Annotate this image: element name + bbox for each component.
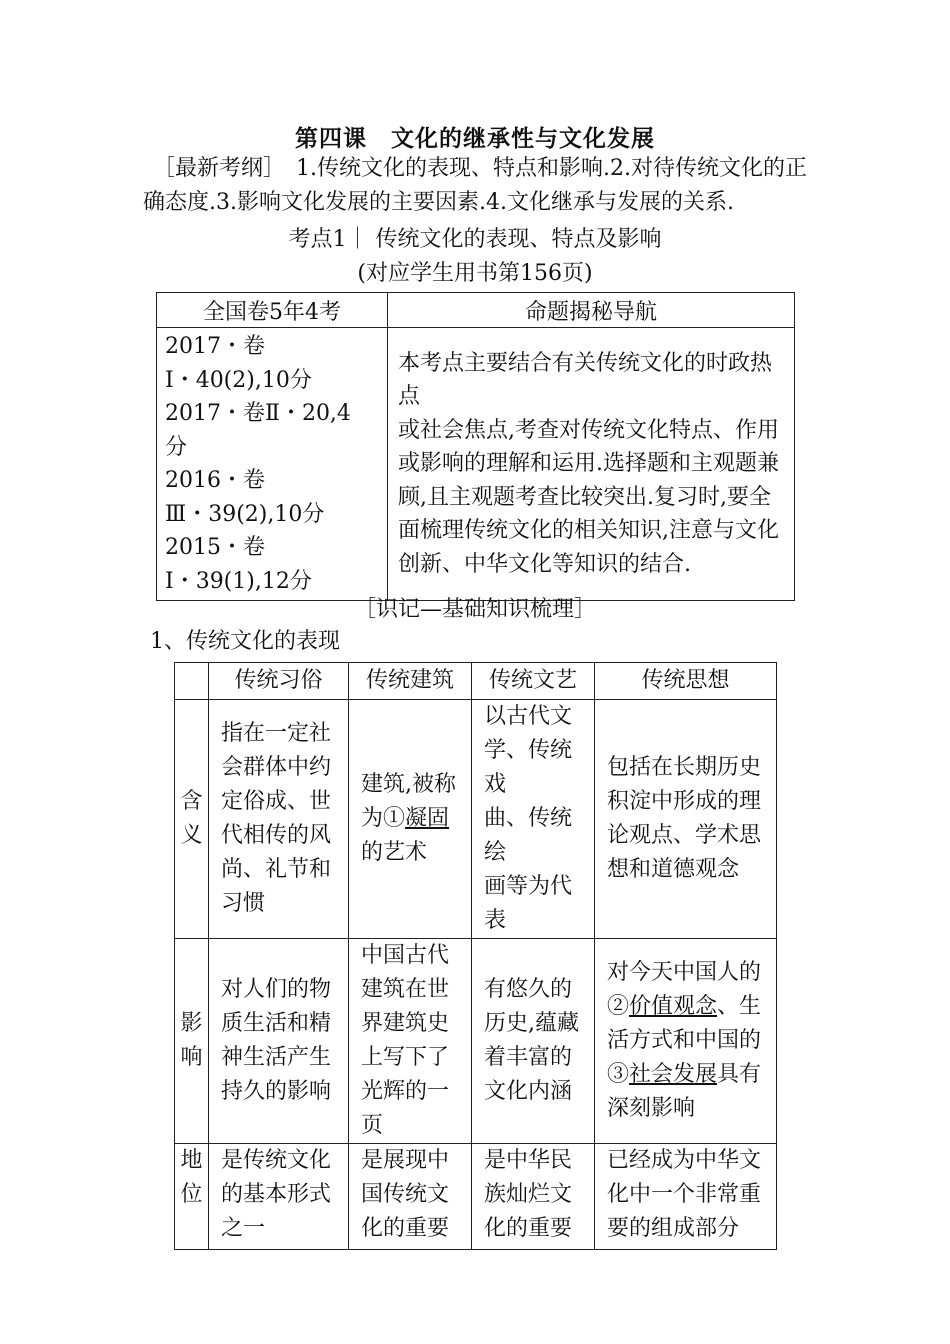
cell-line: 中国古代 xyxy=(361,943,450,968)
cell-line: 习惯 xyxy=(221,891,266,916)
cell-line: 之一 xyxy=(221,1216,266,1241)
cell-line: 建筑,被称 xyxy=(361,772,456,797)
cell-line: 文化内涵 xyxy=(484,1079,573,1104)
exam-guide-cell xyxy=(388,328,795,601)
cell-line: 想和道德观念 xyxy=(607,857,740,882)
cell-thought-influence xyxy=(595,939,777,1144)
cell-line: 代相传的风 xyxy=(221,823,332,848)
cell-line: 着丰富的 xyxy=(484,1045,573,1070)
exam-record-line: 2015・卷 xyxy=(165,535,265,560)
cell-line: 是传统文化 xyxy=(221,1148,332,1173)
cell-line: 论观点、学术思 xyxy=(607,823,762,848)
cell-line: 持久的影响 xyxy=(221,1079,332,1104)
col-header-thought: 传统思想 xyxy=(595,663,777,700)
cell-line: 光辉的一 xyxy=(361,1079,450,1104)
cell-line: 曲、传统绘 xyxy=(484,806,573,865)
cell-line: 族灿烂文 xyxy=(484,1182,573,1207)
cell-custom-meaning xyxy=(209,700,349,939)
exam-outline xyxy=(143,152,818,220)
col-header-art: 传统文艺 xyxy=(472,663,595,700)
cell-line: 指在一定社 xyxy=(221,721,332,746)
cell-line: 对今天中国人的 xyxy=(607,960,762,985)
exam-guide-line: 面梳理传统文化的相关知识,注意与文化 xyxy=(398,518,779,544)
exam-record-line: Ⅲ・39(2),10分 xyxy=(165,501,325,527)
outline-line-1: ［最新考纲］ 1.传统文化的表现、特点和影响.2.对待传统文化的正 xyxy=(153,156,807,181)
cell-line: 历史,蕴藏 xyxy=(484,1011,579,1036)
cell-line: 以古代文 xyxy=(484,704,573,729)
cell-custom-status xyxy=(209,1144,349,1250)
cell-line: 界建筑史 xyxy=(361,1011,450,1036)
row-label-meaning xyxy=(175,700,209,939)
page-reference: (对应学生用书第156页) xyxy=(357,261,593,286)
cell-line: 化的重要 xyxy=(361,1216,450,1241)
cell-art-meaning xyxy=(472,700,595,939)
cell-line: 建筑在世 xyxy=(361,977,450,1002)
exam-header-right: 命题揭秘导航 xyxy=(388,293,795,328)
exam-record-line: Ⅰ・40(2),10分 xyxy=(165,367,312,393)
exam-record-line: 2017・卷 xyxy=(165,334,265,359)
cell-line: 国传统文 xyxy=(361,1182,450,1207)
row-label-char: 地 xyxy=(180,1148,203,1173)
blank-number: ③ xyxy=(607,1062,630,1087)
kaodian-heading: 考点1｜ 传统文化的表现、特点及影响 xyxy=(288,227,662,252)
exam-guide-line: 或影响的理解和运用.选择题和主观题兼 xyxy=(398,451,779,477)
blank-number: 为① xyxy=(361,806,406,831)
outline-line-2: 确态度.3.影响文化发展的主要因素.4.文化继承与发展的关系. xyxy=(143,190,734,215)
row-label-status xyxy=(175,1144,209,1250)
row-label-influence xyxy=(175,939,209,1144)
cell-text: 、生 xyxy=(717,994,762,1019)
cell-line: 要的组成部分 xyxy=(607,1216,740,1241)
section-title: 1、传统文化的表现 xyxy=(150,629,340,654)
fill-blank-answer: 价值观念 xyxy=(629,994,718,1019)
cell-custom-influence xyxy=(209,939,349,1144)
fill-blank-answer: 社会发展 xyxy=(629,1062,718,1087)
cell-line: 神生活产生 xyxy=(221,1045,332,1070)
cell-architecture-influence xyxy=(349,939,472,1144)
cell-line: 会群体中约 xyxy=(221,755,332,780)
cell-line xyxy=(607,990,768,1024)
cell-line: 尚、礼节和 xyxy=(221,857,332,882)
cell-line: 化中一个非常重 xyxy=(607,1182,762,1207)
col-header-custom: 传统习俗 xyxy=(209,663,349,700)
cell-line: 定俗成、世 xyxy=(221,789,332,814)
cell-line xyxy=(607,1058,768,1092)
knowledge-heading: ［识记—基础知识梳理］ xyxy=(353,597,596,622)
cell-line: 积淀中形成的理 xyxy=(607,789,762,814)
exam-record-line: 分 xyxy=(165,434,188,460)
row-label-char: 含 xyxy=(180,789,203,814)
row-label-char: 影 xyxy=(180,1011,203,1036)
cell-line: 质生活和精 xyxy=(221,1011,332,1036)
exam-guide-line: 创新、中华文化等知识的结合. xyxy=(398,551,691,577)
exam-record-line: Ⅰ・39(1),12分 xyxy=(165,568,312,594)
cell-thought-meaning xyxy=(595,700,777,939)
cell-architecture-meaning xyxy=(349,700,472,939)
cell-art-status xyxy=(472,1144,595,1250)
traditional-culture-table xyxy=(174,662,777,1250)
cell-line: 包括在长期历史 xyxy=(607,755,762,780)
cell-line: 上写下了 xyxy=(361,1045,450,1070)
blank-number: ② xyxy=(607,994,630,1019)
fill-blank-answer: 凝固 xyxy=(405,806,450,831)
cell-line xyxy=(361,802,463,836)
corner-cell xyxy=(175,663,209,700)
cell-line: 活方式和中国的 xyxy=(607,1028,762,1053)
cell-line: 深刻影响 xyxy=(607,1096,696,1121)
lesson-title: 第四课 文化的继承性与文化发展 xyxy=(295,125,655,152)
exam-records-cell xyxy=(157,328,388,601)
cell-line: 对人们的物 xyxy=(221,977,332,1002)
cell-line: 的艺术 xyxy=(361,840,428,865)
cell-line: 表 xyxy=(484,908,507,933)
exam-record-line: 2016・卷 xyxy=(165,468,265,493)
cell-line: 有悠久的 xyxy=(484,977,573,1002)
row-label-char: 位 xyxy=(180,1182,203,1207)
cell-thought-status xyxy=(595,1144,777,1250)
row-label-char: 响 xyxy=(180,1045,203,1070)
exam-record-line: 2017・卷Ⅱ・20,4 xyxy=(165,401,351,426)
cell-line: 学、传统戏 xyxy=(484,738,573,797)
cell-line: 的基本形式 xyxy=(221,1182,332,1207)
cell-line: 画等为代 xyxy=(484,874,573,899)
exam-guide-line: 本考点主要结合有关传统文化的时政热点 xyxy=(398,350,773,410)
col-header-architecture: 传统建筑 xyxy=(349,663,472,700)
exam-guide-line: 或社会焦点,考查对传统文化特点、作用 xyxy=(398,417,779,443)
cell-line: 是中华民 xyxy=(484,1148,573,1173)
cell-text: 具有 xyxy=(717,1062,762,1087)
row-label-char: 义 xyxy=(180,823,203,848)
cell-line: 化的重要 xyxy=(484,1216,573,1241)
exam-header-left: 全国卷5年4考 xyxy=(157,293,388,328)
cell-line: 已经成为中华文 xyxy=(607,1148,762,1173)
exam-frequency-table xyxy=(156,292,795,601)
cell-architecture-status xyxy=(349,1144,472,1250)
cell-line: 是展现中 xyxy=(361,1148,450,1173)
cell-art-influence xyxy=(472,939,595,1144)
exam-guide-line: 顾,且主观题考查比较突出.复习时,要全 xyxy=(398,484,771,510)
cell-line: 页 xyxy=(361,1113,384,1138)
